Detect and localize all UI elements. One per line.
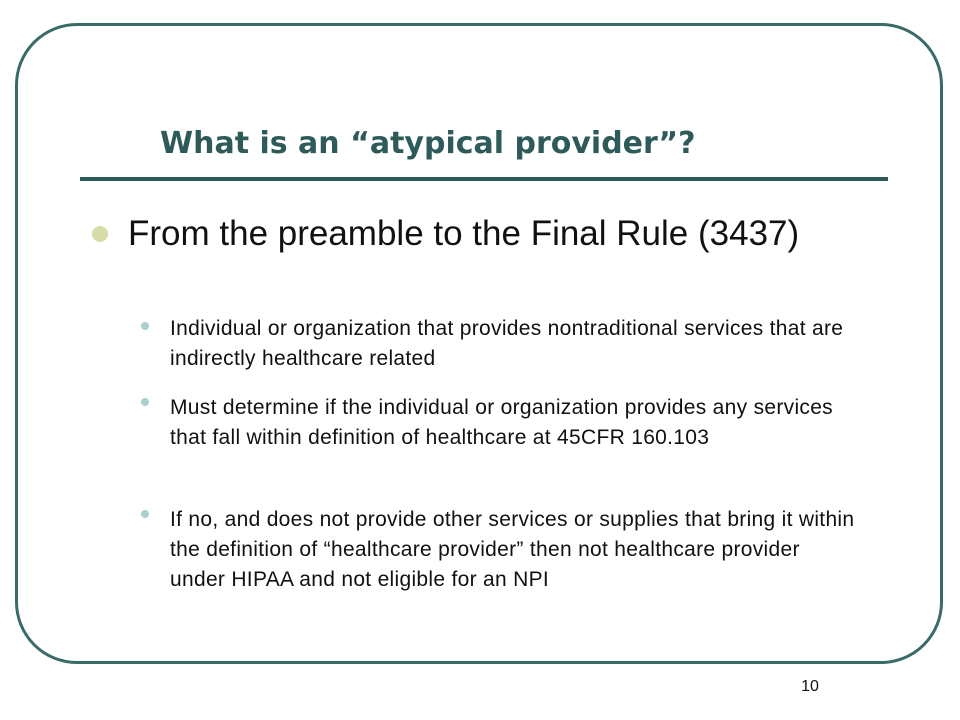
title-underline: [80, 177, 888, 181]
page-number: 10: [801, 678, 819, 695]
sub-bullet-2: Must determine if the individual or organization provides any services that fall within definition of healthcare at 45CFR 160.103: [170, 396, 833, 449]
sub-bullet-1: Individual or organization that provides nontraditional services that are indirectly healthcare related: [170, 317, 844, 370]
sub-bullet-3: If no, and does not provide other services or supplies that bring it within the definition of “healthcare provider” then not healthcare provider under HIPAA and not eligible for an NPI: [170, 508, 855, 591]
sub-bullet-dot-icon: [141, 322, 149, 330]
sub-bullet-dot-icon: [141, 398, 149, 406]
bullet-dot-icon: [92, 226, 108, 242]
slide-title: What is an “atypical provider”?: [160, 126, 696, 161]
sub-bullet-dot-icon: [141, 510, 149, 518]
main-bullet-text: From the preamble to the Final Rule (3437): [128, 214, 800, 253]
